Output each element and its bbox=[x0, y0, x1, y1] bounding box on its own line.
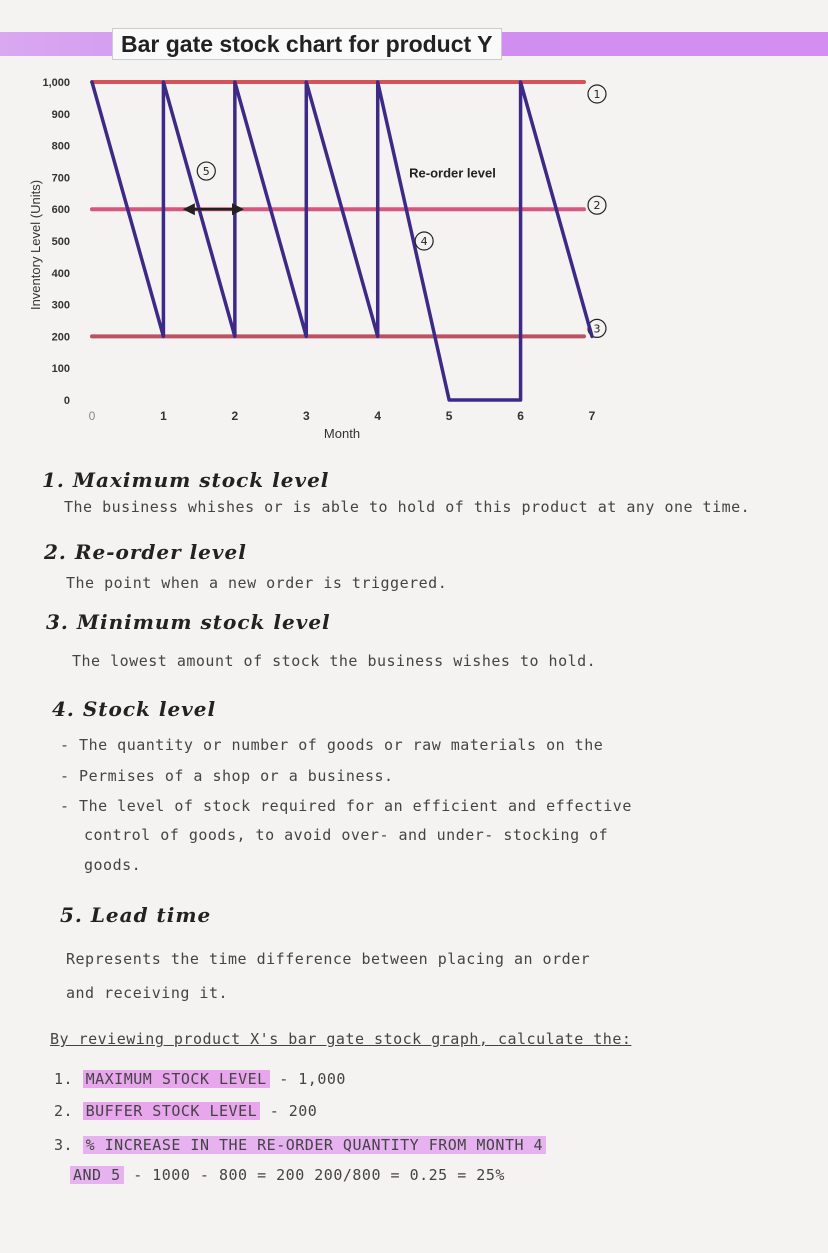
chart-title: Bar gate stock chart for product Y bbox=[112, 28, 502, 60]
question-1-label: MAXIMUM STOCK LEVEL bbox=[83, 1070, 270, 1088]
y-tick-label: 800 bbox=[51, 140, 70, 153]
note-3-heading: 3. Minimum stock level bbox=[46, 610, 331, 634]
question-2-answer: - 200 bbox=[269, 1102, 318, 1120]
question-3-answer: - 1000 - 800 = 200 200/800 = 0.25 = 25% bbox=[133, 1166, 505, 1184]
x-tick-label: 6 bbox=[517, 409, 524, 423]
question-3-cont bbox=[70, 1166, 505, 1184]
question-3 bbox=[54, 1136, 546, 1154]
x-tick-label: 2 bbox=[231, 409, 239, 423]
question-2 bbox=[54, 1102, 317, 1120]
x-tick-label: 1 bbox=[160, 409, 167, 423]
question-3-label-2: AND 5 bbox=[70, 1166, 124, 1184]
x-tick-label: 5 bbox=[445, 409, 453, 423]
y-tick-label: 100 bbox=[51, 363, 70, 376]
note-2-body: The point when a new order is triggered. bbox=[66, 574, 448, 592]
note-3-body: The lowest amount of stock the business wishes to hold. bbox=[72, 652, 597, 670]
note-5-heading: 5. Lead time bbox=[60, 903, 212, 927]
question-1-answer: - 1,000 bbox=[279, 1070, 346, 1088]
reference-marker-label: 3 bbox=[593, 322, 601, 336]
note-2-heading: 2. Re-order level bbox=[44, 540, 247, 564]
y-axis-label: Inventory Level (Units) bbox=[28, 179, 43, 311]
y-tick-label: 1,000 bbox=[42, 77, 70, 89]
reference-marker-label: 2 bbox=[593, 199, 601, 213]
question-intro: By reviewing product X's bar gate stock graph, calculate the: bbox=[50, 1030, 632, 1048]
question-3-number: 3. bbox=[54, 1136, 74, 1154]
note-1-heading: 1. Maximum stock level bbox=[42, 468, 330, 492]
y-tick-label: 900 bbox=[51, 108, 70, 121]
y-tick-label: 200 bbox=[51, 331, 70, 344]
reference-marker-label: 1 bbox=[593, 88, 601, 101]
x-axis-label: Month bbox=[323, 426, 361, 441]
question-2-label: BUFFER STOCK LEVEL bbox=[83, 1102, 261, 1120]
question-2-number: 2. bbox=[54, 1102, 74, 1120]
note-4-bullet-3: - The level of stock required for an efficient and effective bbox=[60, 797, 632, 815]
note-4-heading: 4. Stock level bbox=[52, 697, 217, 721]
x-tick-label: 7 bbox=[588, 409, 596, 423]
note-4-bullet-3-end: goods. bbox=[84, 856, 142, 874]
annotation-number: 5 bbox=[202, 165, 210, 179]
x-tick-label: 0 bbox=[88, 409, 96, 423]
y-tick-label: 0 bbox=[63, 395, 70, 407]
note-4-bullet-3-cont: control of goods, to avoid over- and under- stocking of bbox=[84, 826, 609, 844]
note-5-body-1: Represents the time difference between placing an order bbox=[66, 950, 591, 968]
annotation-number: 4 bbox=[420, 235, 428, 248]
y-tick-label: 700 bbox=[51, 172, 70, 185]
note-4-bullet-1: - The quantity or number of goods or raw materials on the bbox=[60, 736, 604, 754]
x-tick-label: 3 bbox=[302, 409, 310, 423]
y-tick-label: 400 bbox=[51, 267, 70, 280]
y-tick-label: 300 bbox=[51, 299, 70, 312]
re-order-level-annotation: Re-order level bbox=[409, 165, 496, 181]
y-tick-label: 600 bbox=[51, 204, 70, 217]
note-5-body-2: and receiving it. bbox=[66, 984, 229, 1002]
x-tick-label: 4 bbox=[374, 409, 382, 423]
note-4-bullet-2: - Permises of a shop or a business. bbox=[60, 767, 394, 785]
y-tick-label: 500 bbox=[51, 236, 70, 248]
note-1-body: The business whishes or is able to hold of this product at any one time. bbox=[64, 498, 751, 516]
question-1 bbox=[54, 1070, 346, 1088]
question-3-label: % INCREASE IN THE RE-ORDER QUANTITY FROM MONTH 4 bbox=[83, 1136, 546, 1154]
question-1-number: 1. bbox=[54, 1070, 74, 1088]
